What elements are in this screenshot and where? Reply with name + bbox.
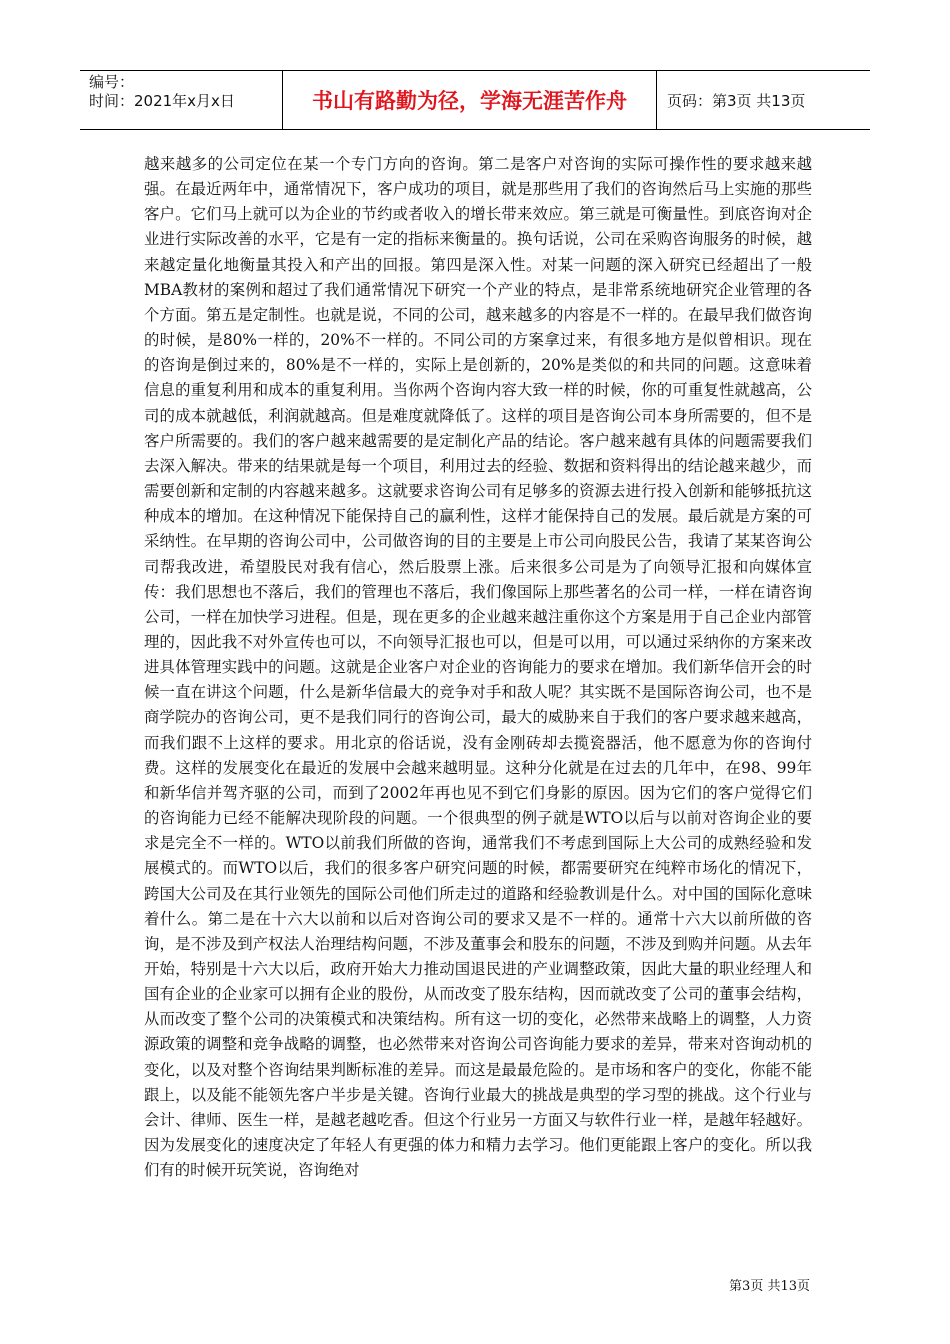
document-number-label: 编号： [89,73,135,91]
body-paragraph: 越来越多的公司定位在某一个专门方向的咨询。第二是客户对咨询的实际可操作性的要求越来越强。在最近两年中，通常情况下，客户成功的项目，就是那些用了我们的咨询然后马上实施的那些客户。它们马上就可以为企业的节约或者收入的增长带来效应。第三就是可衡量性。到底咨询对企业进行实际改善的水平，它是有一定的指标来衡量的。换句话说，公司在采购咨询服务的时候，越来越定量化地衡量其投入和产出的回报。第四是深入性。对某一问题的深入研究已经超出了一般MBA教材的案例和超过了我们通常情况下研究一个产业的特点，是非常系统地研究企业管理的各个方面。第五是定制性。也就是说，不同的公司，越来越多的内容是不一样的。在最早我们做咨询的时候，是80%一样的，20%不一样的。不同公司的方案拿过来，有很多地方是似曾相识。现在的咨询是倒过来的，80%是不一样的，实际上是创新的，20%是类似的和共同的问题。这意味着信息的重复利用和成本的重复利用。当你两个咨询内容大致一样的时候，你的可重复性就越高，公司的成本就越低，利润就越高。但是难度就降低了。这样的项目是咨询公司本身所需要的，但不是客户所需要的。我们的客户越来越需要的是定制化产品的结论。客户越来越有具体的问题需要我们去深入解决。带来的结果就是每一个项目，利用过去的经验、数据和资料得出的结论越来越少，而需要创新和定制的内容越来越多。这就要求咨询公司有足够多的资源去进行投入创新和能够抵抗这种成本的增加。在这种情况下能保持自己的赢利性，这样才能保持自己的发展。最后就是方案的可采纳性。在早期的咨询公司中，公司做咨询的目的主要是上市公司向股民公告，我请了某某咨询公司帮我改进，希望股民对我有信心，然后股票上涨。后来很多公司是为了向领导汇报和向媒体宣传：我们思想也不落后，我们的管理也不落后，我们像国际上那些著名的公司一样，一样在请咨询公司，一样在加快学习进程。但是，现在更多的企业越来越注重你这个方案是用于自己企业内部管理的，因此我不对外宣传也可以，不向领导汇报也可以，但是可以用，可以通过采纳你的方案来改进具体管理实践中的问题。这就是企业客户对企业的咨询能力的要求在增加。我们新华信开会的时候一直在讲这个问题，什么是新华信最大的竞争对手和敌人呢？其实既不是国际咨询公司，也不是商学院办的咨询公司，更不是我们同行的咨询公司，最大的威胁来自于我们的客户要求越来越高，而我们跟不上这样的要求。用北京的俗话说，没有金刚砖却去揽瓷器活，他不愿意为你的咨询付费。这样的发展变化在最近的发展中会越来越明显。这种分化就是在过去的几年中，在98、99年和新华信并驾齐驱的公司，而到了2002年再也见不到它们身影的原因。因为它们的客户觉得它们的咨询能力已经不能解决现阶段的问题。一个很典型的例子就是WTO以后与以前对咨询企业的要求是完全不一样的。WTO以前我们所做的咨询，通常我们不考虑到国际上大公司的成熟经验和发展模式的。而WTO以后，我们的很多客户研究问题的时候，都需要研究在纯粹市场化的情况下，跨国大公司及在其行业领先的国际公司他们所走过的道路和经验教训是什么。对中国的国际化意味着什么。第二是在十六大以前和以后对咨询公司的要求又是不一样的。通常十六大以前所做的咨询，是不涉及到产权法人治理结构问题，不涉及董事会和股东的问题，不涉及到购并问题。从去年开始，特别是十六大以后，政府开始大力推动国退民进的产业调整政策，因此大量的职业经理人和国有企业的企业家可以拥有企业的股份，从而改变了股东结构，因而就改变了公司的董事会结构，从而改变了整个公司的决策模式和决策结构。所有这一切的变化，必然带来战略上的调整，人力资源政策的调整和竞争战略的调整，也必然带来对咨询公司咨询能力要求的差异，带来对咨询动机的变化，以及对整个咨询结果判断标准的差异。而这是最最危险的。是市场和客户的变化，你能不能跟上，以及能不能领先客户半步是关键。咨询行业最大的挑战是典型的学习型的挑战。这个行业与会计、律师、医生一样，是越老越吃香。但这个行业另一方面又与软件行业一样，是越年轻越好。因为发展变化的速度决定了年轻人有更强的体力和精力去学习。他们更能跟上客户的变化。所以我们有的时候开玩笑说，咨询绝对 [144,155,812,1180]
page-header [80,70,870,130]
document-time-label: 时间：2021年x月x日 [89,92,235,110]
header-page-number: 页码：第3页 共13页 [667,91,806,110]
page-footer: 第3页 共13页 [729,1279,810,1294]
header-motto: 书山有路勤为径，学海无涯苦作舟 [282,71,657,129]
header-meta [80,71,282,129]
